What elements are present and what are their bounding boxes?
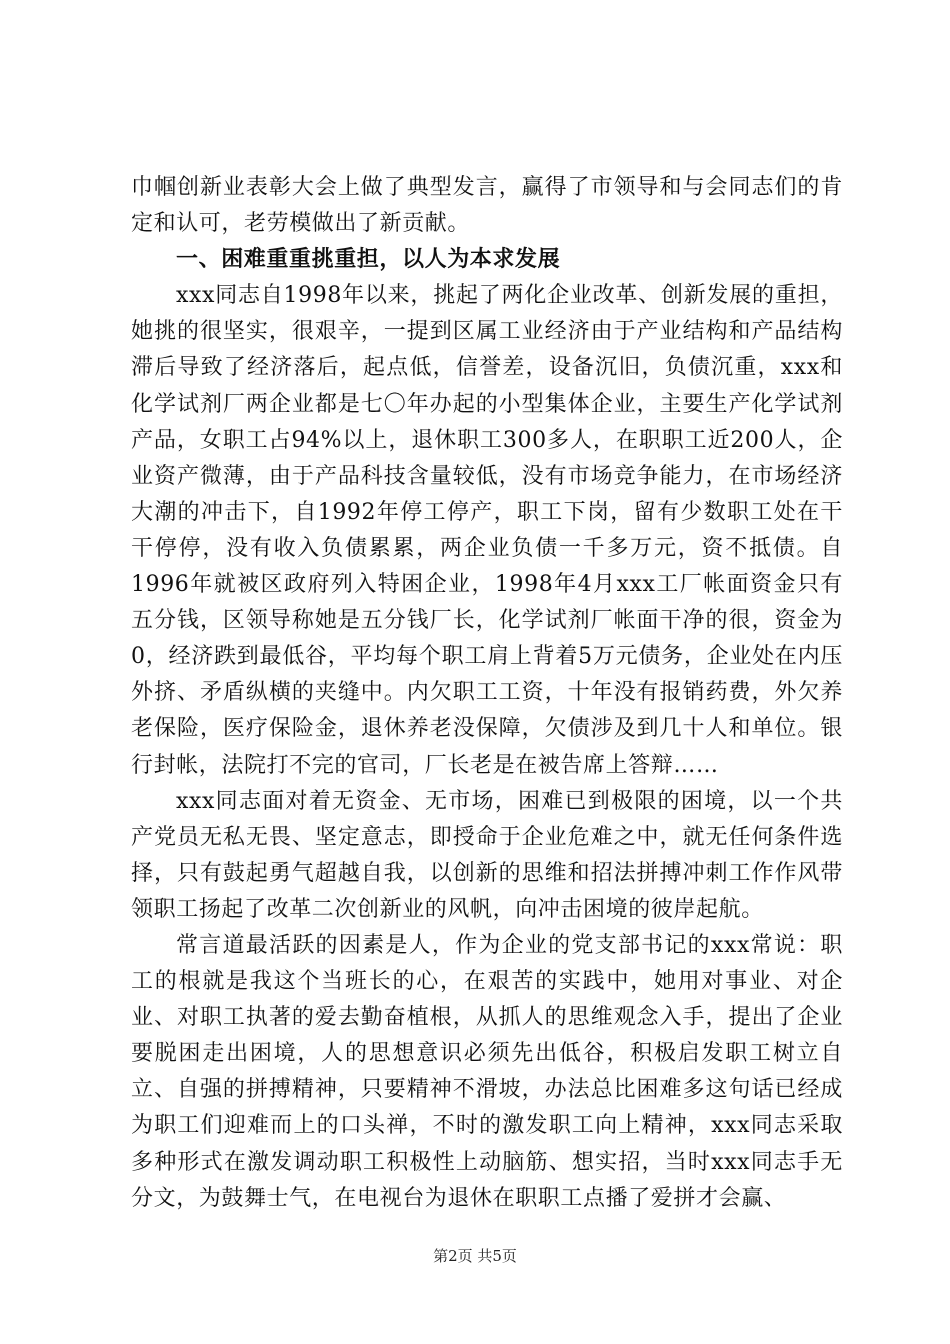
document-body bbox=[131, 170, 843, 1217]
paragraph-background: xxx同志自1998年以来，挑起了两化企业改革、创新发展的重担，她挑的很坚实，很艰辛，一提到区属工业经济由于产业结构和产品结构滞后导致了经济落后，起点低，信誉差，设备沉旧，负债沉重，xxx和化学试剂厂两企业都是七〇年办起的小型集体企业，主要生产化学试剂产品，女职工占94%以上，退休职工300多人，在职职工近200人，企业资产微薄，由于产品科技含量较低，没有市场竞争能力，在市场经济大潮的冲击下，自1992年停工停产，职工下岗，留有少数职工处在干干停停，没有收入负债累累，两企业负债一千多万元，资不抵债。自1996年就被区政府列入特困企业，1998年4月xxx工厂帐面资金只有五分钱，区领导称她是五分钱厂长，化学试剂厂帐面干净的很，资金为0，经济跌到最低谷，平均每个职工肩上背着5万元债务，企业处在内压外挤、矛盾纵横的夹缝中。内欠职工工资，十年没有报销药费，外欠养老保险，医疗保险金，退休养老没保障，欠债涉及到几十人和单位。银行封帐，法院打不完的官司，厂长老是在被告席上答辩…… bbox=[131, 283, 843, 778]
section-heading: 一、困难重重挑重担，以人为本求发展 bbox=[176, 247, 561, 273]
paragraph-response: xxx同志面对着无资金、无市场，困难已到极限的困境，以一个共产党员无私无畏、坚定意志，即授命于企业危难之中，就无任何条件选择，只有鼓起勇气超越自我，以创新的思维和招法拼搏冲刺工作作风带领职工扬起了改革二次创新业的风帆，向冲击困境的彼岸起航。 bbox=[131, 788, 843, 922]
page-number-footer: 第2页 共5页 bbox=[433, 1247, 517, 1265]
paragraph-people: 常言道最活跃的因素是人，作为企业的党支部书记的xxx常说：职工的根就是我这个当班长的心，在艰苦的实践中，她用对事业、对企业、对职工执著的爱去勤奋植根，从抓人的思维观念入手，提出了企业要脱困走出困境，人的思想意识必须先出低谷，积极启发职工树立自立、自强的拼搏精神，只要精神不滑坡，办法总比困难多这句话已经成为职工们迎难而上的口头禅，不时的激发职工向上精神，xxx同志采取多种形式在激发调动职工积极性上动脑筋、想实招，当时xxx同志手无分文，为鼓舞士气，在电视台为退休在职职工点播了爱拼才会赢、 bbox=[131, 932, 843, 1211]
paragraph-continuation: 巾帼创新业表彰大会上做了典型发言，赢得了市领导和与会同志们的肯定和认可，老劳模做出了新贡献。 bbox=[131, 175, 843, 237]
